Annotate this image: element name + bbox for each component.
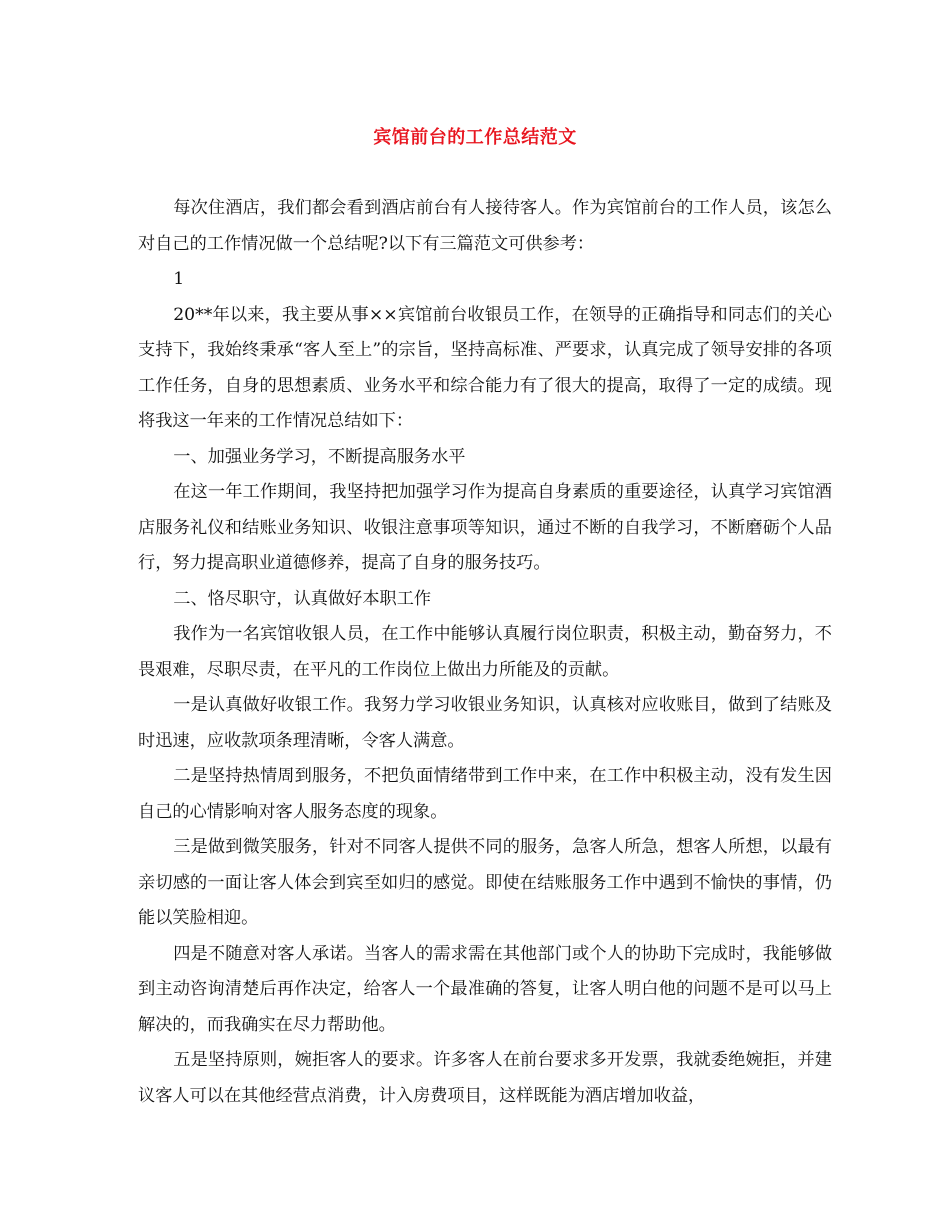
document-body bbox=[138, 191, 832, 1114]
paragraph-point-three: 三是做到微笑服务，针对不同客人提供不同的服务，急客人所急，想客人所想，以最有亲切感的一面让客人体会到宾至如归的感觉。即使在结账服务工作中遇到不愉快的事情，仍能以笑脸相迎。 bbox=[138, 837, 832, 928]
paragraph-study: 在这一年工作期间，我坚持把加强学习作为提高自身素质的重要途径，认真学习宾馆酒店服务礼仪和结账业务知识、收银注意事项等知识，通过不断的自我学习，不断磨砺个人品行，努力提高职业道德修养，提高了自身的服务技巧。 bbox=[138, 482, 832, 573]
heading-section-two: 二、恪尽职守，认真做好本职工作 bbox=[173, 588, 432, 609]
paragraph-section-number: 1 bbox=[173, 269, 185, 289]
paragraph-point-five: 五是坚持原则，婉拒客人的要求。许多客人在前台要求多开发票，我就委绝婉拒，并建议客人可以在其他经营点消费，计入房费项目，这样既能为酒店增加收益， bbox=[138, 1050, 832, 1106]
paragraph-overview: 20**年以来，我主要从事××宾馆前台收银员工作，在领导的正确指导和同志们的关心支持下，我始终秉承“客人至上”的宗旨，坚持高标准、严要求，认真完成了领导安排的各项工作任务，自身的思想素质、业务水平和综合能力有了很大的提高，取得了一定的成绩。现将我这一年来的工作情况总结如下： bbox=[138, 304, 832, 431]
heading-section-one: 一、加强业务学习，不断提高服务水平 bbox=[173, 446, 466, 467]
paragraph-duty: 我作为一名宾馆收银人员，在工作中能够认真履行岗位职责，积极主动，勤奋努力，不畏艰难，尽职尽责，在平凡的工作岗位上做出力所能及的贡献。 bbox=[138, 624, 832, 680]
paragraph-intro: 每次住酒店，我们都会看到酒店前台有人接待客人。作为宾馆前台的工作人员，该怎么对自己的工作情况做一个总结呢?以下有三篇范文可供参考： bbox=[138, 198, 832, 254]
document-title: 宾馆前台的工作总结范文 bbox=[373, 127, 577, 148]
paragraph-point-one: 一是认真做好收银工作。我努力学习收银业务知识，认真核对应收账目，做到了结账及时迅速，应收款项条理清晰，令客人满意。 bbox=[138, 695, 832, 751]
paragraph-point-four: 四是不随意对客人承诺。当客人的需求需在其他部门或个人的协助下完成时，我能够做到主动咨询清楚后再作决定，给客人一个最准确的答复，让客人明白他的问题不是可以马上解决的，而我确实在尽力帮助他。 bbox=[138, 943, 832, 1035]
paragraph-point-two: 二是坚持热情周到服务，不把负面情绪带到工作中来，在工作中积极主动，没有发生因自己的心情影响对客人服务态度的现象。 bbox=[138, 766, 832, 822]
